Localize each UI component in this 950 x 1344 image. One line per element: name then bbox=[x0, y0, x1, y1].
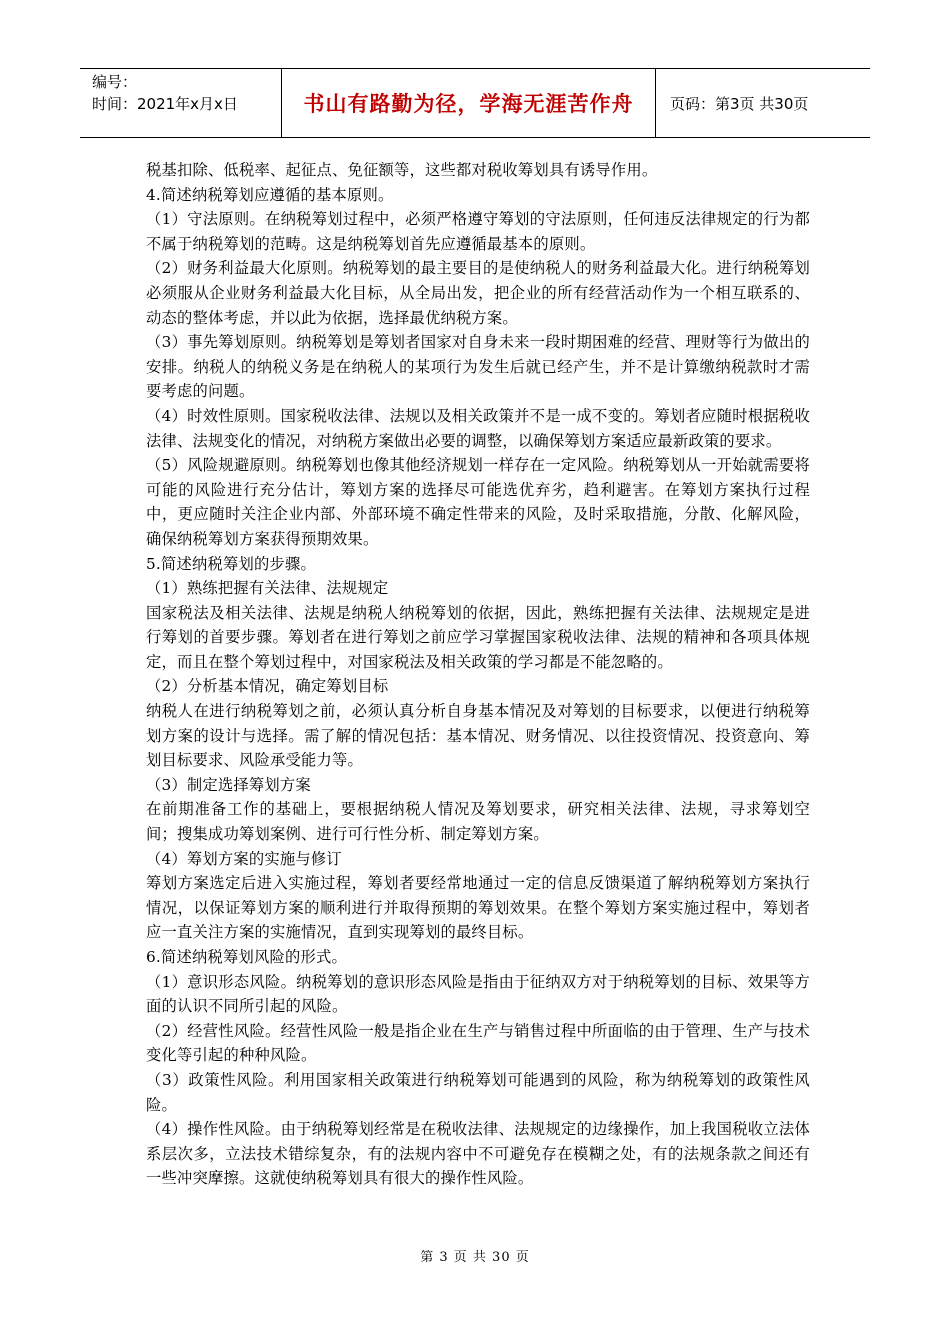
paragraph: （4）操作性风险。由于纳税筹划经常是在税收法律、法规规定的边缘操作，加上我国税收立法体系层次多，立法技术错综复杂，有的法规内容中不可避免存在模糊之处，有的法规条款之间还有一些冲突摩擦。这就使纳税筹划具有很大的操作性风险。 bbox=[146, 1120, 810, 1188]
date-label: 时间：2021年x月x日 bbox=[92, 95, 238, 113]
paragraph: （4）时效性原则。国家税收法律、法规以及相关政策并不是一成不变的。筹划者应随时根据税收法律、法规变化的情况，对纳税方案做出必要的调整，以确保筹划方案适应最新政策的要求。 bbox=[146, 406, 810, 450]
section-heading: 4.简述纳税筹划应遵循的基本原则。 bbox=[146, 185, 394, 204]
subheading: （2）分析基本情况，确定筹划目标 bbox=[146, 677, 389, 696]
paragraph: （3）政策性风险。利用国家相关政策进行纳税筹划可能遇到的风险，称为纳税筹划的政策性风险。 bbox=[146, 1070, 810, 1114]
paragraph: （2）经营性风险。经营性风险一般是指企业在生产与销售过程中所面临的由于管理、生产与技术变化等引起的种种风险。 bbox=[146, 1021, 810, 1065]
subheading: （4）筹划方案的实施与修订 bbox=[146, 849, 342, 868]
paragraph: 国家税法及相关法律、法规是纳税人纳税筹划的依据，因此，熟练把握有关法律、法规规定是进行筹划的首要步骤。筹划者在进行筹划之前应学习掌握国家税收法律、法规的精神和各项具体规定，而且在整个筹划过程中，对国家税法及相关政策的学习都是不能忽略的。 bbox=[146, 603, 810, 671]
paragraph: （5）风险规避原则。纳税筹划也像其他经济规划一样存在一定风险。纳税筹划从一开始就需要将可能的风险进行充分估计，筹划方案的选择尽可能选优弃劣，趋利避害。在筹划方案执行过程中，更应随时关注企业内部、外部环境不确定性带来的风险，及时采取措施，分散、化解风险，确保纳税筹划方案获得预期效果。 bbox=[146, 456, 810, 548]
subheading: （3）制定选择筹划方案 bbox=[146, 775, 311, 794]
header-slogan: 书山有路勤为径，学海无涯苦作舟 bbox=[282, 69, 656, 137]
paragraph: 税基扣除、低税率、起征点、免征额等，这些都对税收筹划具有诱导作用。 bbox=[146, 161, 658, 179]
paragraph: 纳税人在进行纳税筹划之前，必须认真分析自身基本情况及对筹划的目标要求，以便进行纳税筹划方案的设计与选择。需了解的情况包括：基本情况、财务情况、以往投资情况、投资意向、筹划目标要求、风险承受能力等。 bbox=[146, 702, 810, 770]
number-label: 编号： bbox=[92, 73, 138, 91]
paragraph: 在前期准备工作的基础上，要根据纳税人情况及筹划要求，研究相关法律、法规，寻求筹划空间；搜集成功筹划案例、进行可行性分析、制定筹划方案。 bbox=[146, 800, 810, 844]
paragraph: （1）守法原则。在纳税筹划过程中，必须严格遵守筹划的守法原则，任何违反法律规定的行为都不属于纳税筹划的范畴。这是纳税筹划首先应遵循最基本的原则。 bbox=[146, 210, 810, 253]
paragraph: （2）财务利益最大化原则。纳税筹划的最主要目的是使纳税人的财务利益最大化。进行纳税筹划必须服从企业财务利益最大化目标，从全局出发，把企业的所有经营活动作为一个相互联系的、动态的整体考虑，并以此为依据，选择最优纳税方案。 bbox=[146, 259, 810, 327]
header-page-label: 页码：第3页 共30页 bbox=[670, 94, 809, 113]
section-heading: 5.简述纳税筹划的步骤。 bbox=[146, 554, 316, 573]
subheading: （1）熟练把握有关法律、法规规定 bbox=[146, 579, 389, 598]
paragraph: （1）意识形态风险。纳税筹划的意识形态风险是指由于征纳双方对于纳税筹划的目标、效果等方面的认识不同所引起的风险。 bbox=[146, 972, 810, 1016]
page-header bbox=[80, 68, 870, 138]
section-heading: 6.简述纳税筹划风险的形式。 bbox=[146, 948, 347, 966]
paragraph: 筹划方案选定后进入实施过程，筹划者要经常地通过一定的信息反馈渠道了解纳税筹划方案执行情况，以保证筹划方案的顺利进行并取得预期的筹划效果。在整个筹划方案实施过程中，筹划者应一直关注方案的实施情况，直到实现筹划的最终目标。 bbox=[146, 874, 810, 942]
page-footer: 第 3 页 共 30 页 bbox=[420, 1250, 530, 1265]
header-meta bbox=[80, 69, 282, 137]
paragraph: （3）事先筹划原则。纳税筹划是筹划者国家对自身未来一段时期困难的经营、理财等行为做出的安排。纳税人的纳税义务是在纳税人的某项行为发生后就已经产生，并不是计算缴纳税款时才需要考虑的问题。 bbox=[146, 333, 810, 401]
document-body bbox=[146, 158, 810, 1191]
